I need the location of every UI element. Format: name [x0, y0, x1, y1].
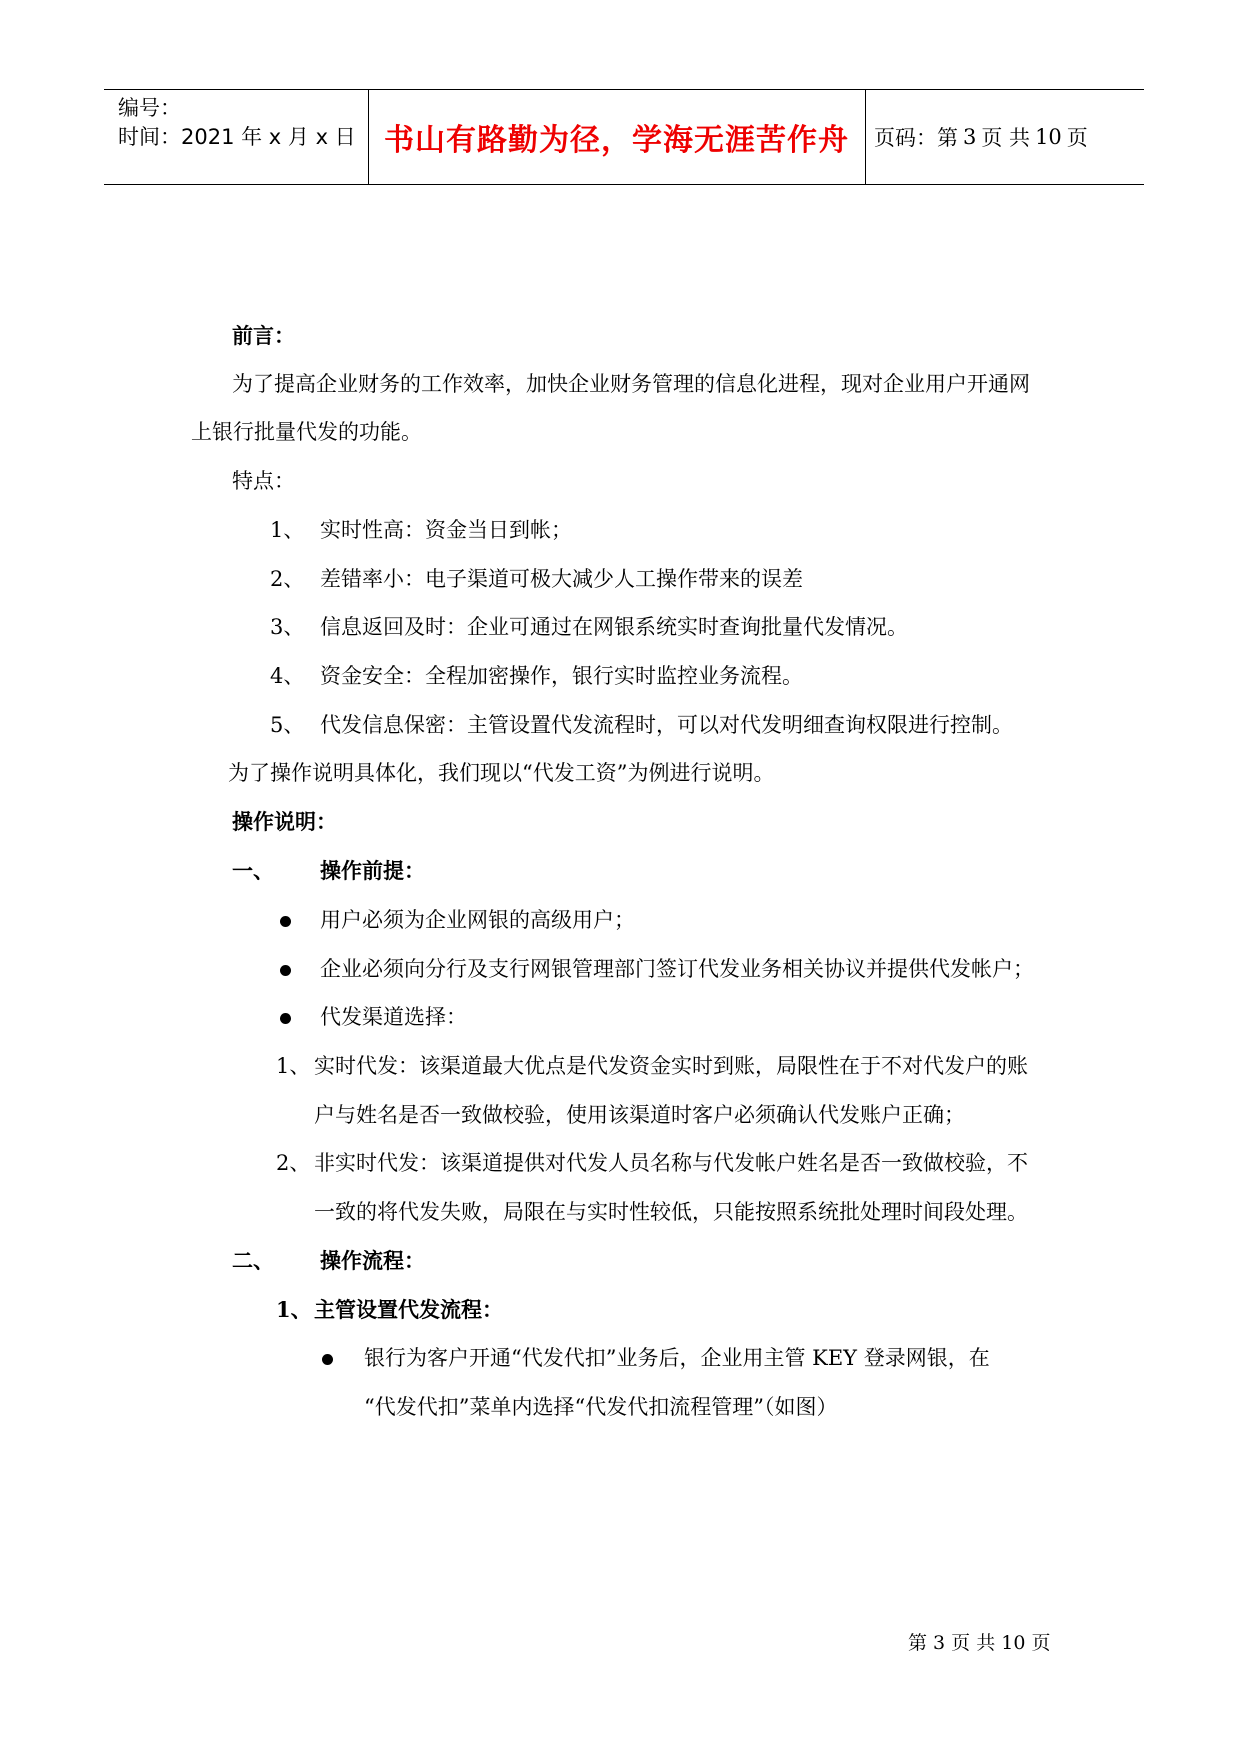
feature-text: 资金安全：全程加密操作，银行实时监控业务流程。 — [320, 664, 803, 688]
bullet-icon — [280, 916, 291, 927]
channel-line-2: 一致的将代发失败，局限在与实时性较低，只能按照系统批处理时间段处理。 — [314, 1200, 1028, 1224]
preface-title: 前言： — [232, 323, 295, 348]
page-total: 10 — [1035, 125, 1062, 149]
bullet-icon — [280, 965, 291, 976]
preface-line-1: 为了提高企业财务的工作效率，加快企业财务管理的信息化进程，现对企业用户开通网 — [232, 372, 1030, 396]
prereq-item: 企业必须向分行及支行网银管理部门签订代发业务相关协议并提供代发帐户； — [320, 957, 1034, 981]
page-current: 3 — [963, 125, 977, 149]
feature-number: 4、 — [270, 664, 305, 688]
page-prefix: 页码：第 — [874, 126, 958, 150]
header-date: 时间：2021 年 x 月 x 日 — [118, 125, 356, 149]
step-1-bullet-line-1: 银行为客户开通“代发代扣”业务后，企业用主管 KEY 登录网银，在 — [364, 1346, 990, 1370]
bullet-icon — [280, 1013, 291, 1024]
channel-line-1: 非实时代发：该渠道提供对代发人员名称与代发帐户姓名是否一致做校验，不 — [314, 1151, 1028, 1175]
feature-number: 1、 — [270, 518, 305, 542]
feature-text: 差错率小：电子渠道可极大减少人工操作带来的误差 — [320, 567, 803, 591]
section-1-number: 一、 — [232, 858, 274, 883]
page-middle: 页 共 — [981, 126, 1031, 150]
features-title: 特点： — [232, 469, 295, 493]
channel-line-1: 实时代发：该渠道最大优点是代发资金实时到账，局限性在于不对代发户的账 — [314, 1054, 1028, 1078]
feature-text: 信息返回及时：企业可通过在网银系统实时查询批量代发情况。 — [320, 615, 908, 639]
preface-line-2: 上银行批量代发的功能。 — [191, 420, 422, 444]
feature-number: 5、 — [270, 713, 305, 737]
feature-number: 2、 — [270, 567, 305, 591]
page-footer: 第 3 页 共 10 页 — [908, 1632, 1051, 1654]
step-1-title: 主管设置代发流程： — [314, 1297, 503, 1322]
example-line: 为了操作说明具体化，我们现以“代发工资”为例进行说明。 — [228, 761, 775, 785]
header-motto: 书山有路勤为径，学海无涯苦作舟 — [384, 123, 849, 158]
page-suffix: 页 — [1066, 126, 1088, 150]
prereq-item: 用户必须为企业网银的高级用户； — [320, 908, 635, 932]
channel-number: 1、 — [276, 1054, 311, 1078]
step-1-bullet-line-2: “代发代扣”菜单内选择“代发代扣流程管理”（如图） — [364, 1395, 838, 1419]
bullet-icon — [322, 1354, 333, 1365]
feature-text: 实时性高：资金当日到帐； — [320, 518, 572, 542]
header-number-label: 编号： — [118, 96, 181, 120]
document-header — [104, 89, 1144, 185]
section-2-title: 操作流程： — [320, 1248, 425, 1273]
channel-number: 2、 — [276, 1151, 311, 1175]
prereq-item: 代发渠道选择： — [320, 1005, 467, 1029]
header-meta — [118, 94, 356, 152]
feature-number: 3、 — [270, 615, 305, 639]
header-page-number — [874, 90, 1088, 184]
section-2-number: 二、 — [232, 1248, 274, 1273]
header-divider — [865, 90, 866, 184]
operations-title: 操作说明： — [232, 809, 337, 834]
channel-line-2: 户与姓名是否一致做校验，使用该渠道时客户必须确认代发账户正确； — [314, 1103, 965, 1127]
section-1-title: 操作前提： — [320, 858, 425, 883]
step-1-number: 1、 — [276, 1297, 312, 1322]
feature-text: 代发信息保密：主管设置代发流程时，可以对代发明细查询权限进行控制。 — [320, 713, 1013, 737]
